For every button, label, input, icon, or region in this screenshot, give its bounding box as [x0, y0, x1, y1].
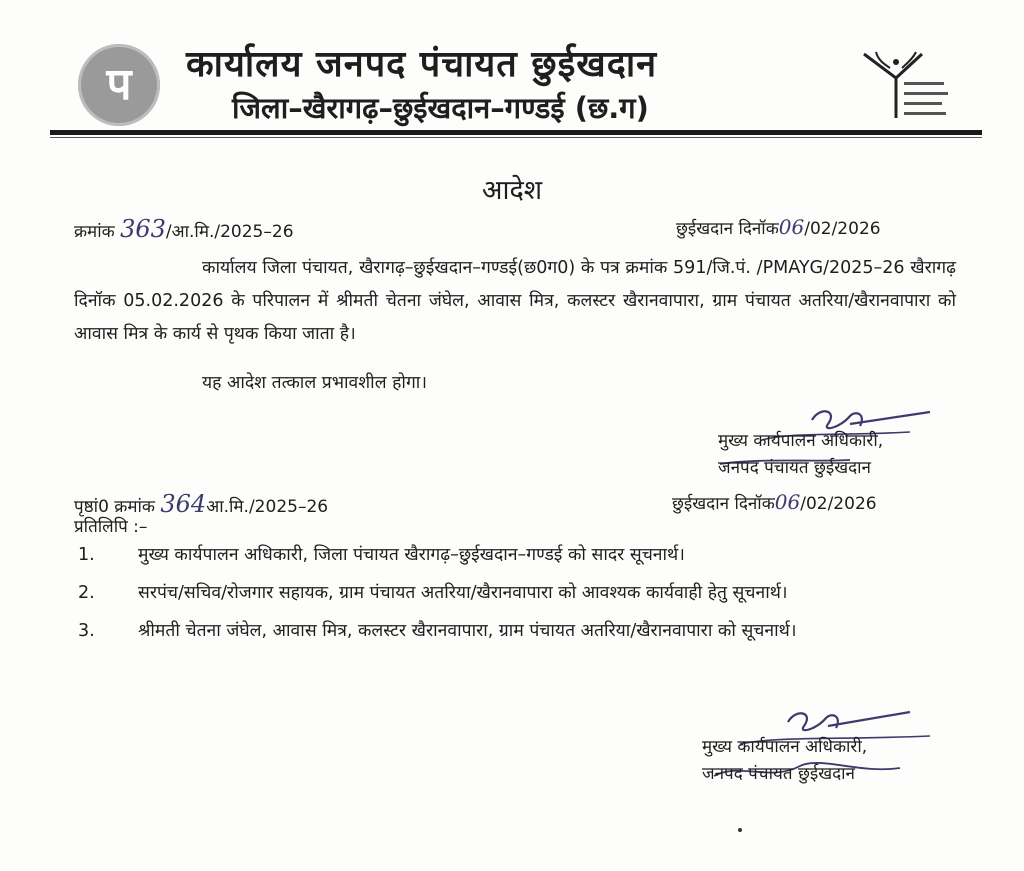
signature-1-office: जनपद पंचायत छुईखदान — [718, 458, 871, 478]
signature-2-designation: मुख्य कार्यपालन अधिकारी, — [702, 737, 868, 757]
list-item-text: श्रीमती चेतना जंघेल, आवास मित्र, कलस्टर खैरानवापारा, ग्राम पंचायत अतरिया/खैरानवापारा को सूचनार्थ। — [138, 621, 797, 641]
panchayat-logo-icon — [78, 44, 160, 126]
order-date-line — [676, 215, 881, 239]
signature-1-designation: मुख्य कार्यपालन अधिकारी, — [718, 431, 884, 451]
pm-awas-yojana-logo-icon — [858, 48, 950, 126]
endorsement-no-suffix: आ.मि./2025–26 — [206, 497, 329, 517]
order-no-handwritten: 363 — [120, 215, 166, 243]
list-item-number: 2. — [78, 583, 95, 603]
office-title: कार्यालय जनपद पंचायत छुईखदान — [186, 44, 658, 85]
list-item-text: मुख्य कार्यपालन अधिकारी, जिला पंचायत खैरागढ़–छुईखदान–गण्डई को सादर सूचनार्थ। — [138, 545, 685, 565]
endorsement-place-date-label: छुईखदान दिनॉक — [672, 494, 775, 514]
signature-2-block — [702, 734, 867, 788]
order-body-paragraph: कार्यालय जिला पंचायत, खैरागढ़–छुईखदान–गण्डई(छ0ग0) के पत्र क्रमांक 591/जि.पं. /PMAYG/2025–26 खैरागढ़ दिनॉक 05.02.2026 के परिपालन में श्रीमती चेतना जंघेल, आवास मित्र, कलस्टर खैरानवापारा, ग्राम पंचायत अतरिया/खैरानवापारा को आवास मित्र के कार्य से पृथक किया जाता है। — [74, 258, 956, 344]
copy-label: प्रतिलिपि :– — [74, 517, 148, 537]
endorsement-no-handwritten: 364 — [160, 490, 207, 518]
order-no-suffix: /आ.मि./2025–26 — [165, 222, 294, 242]
list-item — [74, 540, 956, 570]
list-item — [74, 616, 956, 646]
order-no-label: क्रमांक — [74, 222, 115, 242]
header-divider — [50, 130, 982, 135]
list-item-text: सरपंच/सचिव/रोजगार सहायक, ग्राम पंचायत अतरिया/खैरानवापारा को आवश्यक कार्यवाही हेतु सूचनार्थ। — [138, 583, 788, 603]
order-place-date-label: छुईखदान दिनॉक — [676, 219, 779, 239]
endorsement-no-label: पृष्ठां0 क्रमांक — [74, 497, 155, 517]
signature-1-block — [718, 428, 883, 482]
signature-2-office: जनपद पंचायत छुईखदान — [702, 764, 855, 784]
list-item — [74, 578, 956, 608]
endorsement-date-day-handwritten: 06 — [774, 490, 801, 514]
order-heading: आदेश — [481, 175, 543, 206]
effect-line: यह आदेश तत्काल प्रभावशील होगा। — [202, 373, 427, 393]
logo-letter: प — [106, 59, 132, 110]
order-date-rest: /02/2026 — [804, 219, 881, 239]
endorsement-date-line — [672, 490, 877, 514]
header-divider-thin — [50, 137, 982, 138]
order-date-day-handwritten: 06 — [778, 215, 805, 239]
copy-list — [74, 540, 956, 654]
endorsement-date-rest: /02/2026 — [800, 494, 877, 514]
ink-dot — [738, 828, 742, 832]
office-subtitle: जिला–खैरागढ़–छुईखदान–गण्डई (छ.ग) — [232, 91, 649, 125]
list-item-number: 3. — [78, 621, 95, 641]
list-item-number: 1. — [78, 545, 95, 565]
order-number-line — [74, 215, 294, 243]
